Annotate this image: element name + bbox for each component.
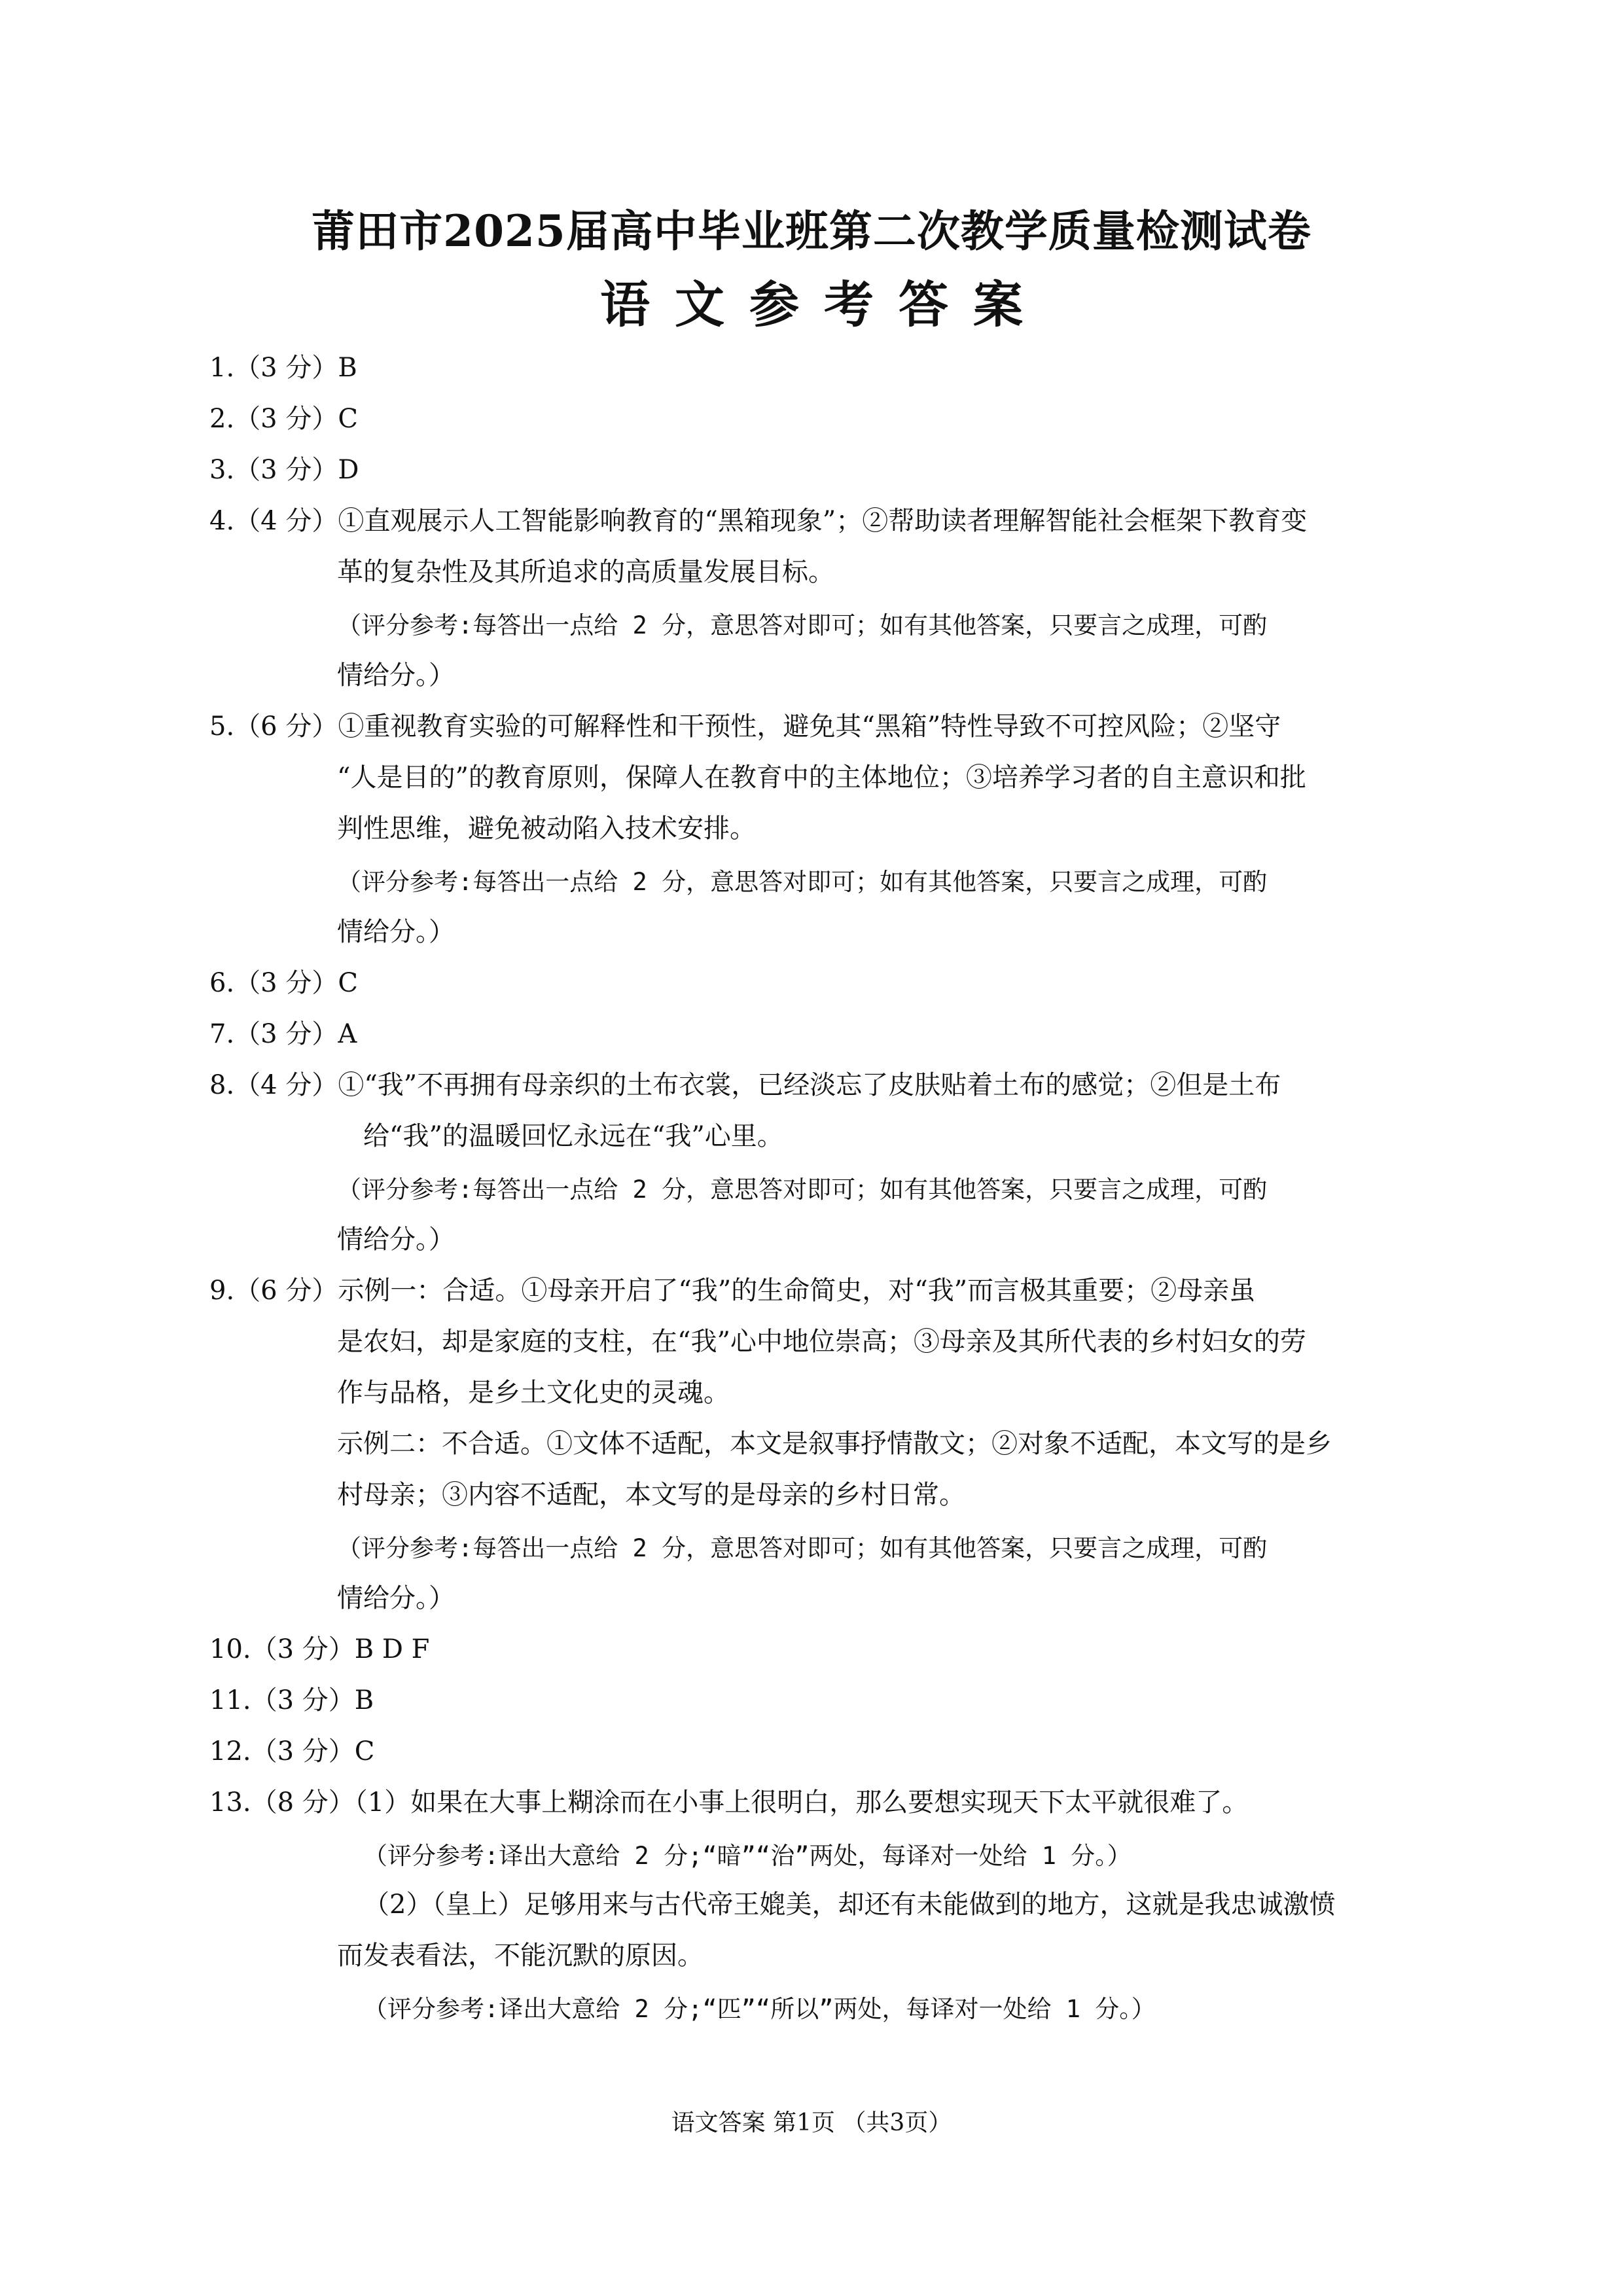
answer-9-line-3: 作与品格，是乡土文化史的灵魂。	[337, 1378, 730, 1408]
answer-7: 7.（3 分）A	[209, 1019, 357, 1049]
answer-13-line-1: 13.（8 分）（1）如果在大事上糊涂而在小事上很明白，那么要想实现天下太平就很难了。	[209, 1787, 1249, 1818]
answer-8-line-2: 给“我”的温暖回忆永远在“我”心里。	[363, 1121, 783, 1151]
answer-10: 10.（3 分）B D F	[209, 1634, 430, 1664]
page-title: 莆田市2025届高中毕业班第二次教学质量检测试卷	[312, 206, 1311, 257]
answer-9-line-1: 9.（6 分）示例一：合适。①母亲开启了“我”的生命简史，对“我”而言极其重要；②母亲虽	[209, 1276, 1256, 1306]
answer-5-line-2: “人是目的”的教育原则，保障人在教育中的主体地位；③培养学习者的自主意识和批	[337, 762, 1306, 793]
answer-9-line-4: 示例二：不合适。①文体不适配，本文是叙事抒情散文；②对象不适配，本文写的是乡	[337, 1429, 1332, 1459]
answer-12: 12.（3 分）C	[209, 1736, 375, 1767]
answer-11: 11.（3 分）B	[209, 1685, 374, 1715]
answer-8-scoring-2: 情给分。）	[337, 1225, 455, 1255]
answer-1: 1.（3 分）B	[209, 353, 357, 383]
answer-9-scoring-2: 情给分。）	[337, 1583, 455, 1613]
answer-5-line-3: 判性思维，避免被动陷入技术安排。	[337, 814, 756, 844]
answer-13-scoring-2: （评分参考:译出大意给 2 分;“匹”“所以”两处，每译对一处给 1 分。）	[363, 1995, 1156, 2023]
answer-3: 3.（3 分）D	[209, 455, 359, 485]
answer-4-line-1: 4.（4 分）①直观展示人工智能影响教育的“黑箱现象”；②帮助读者理解智能社会框架下教育变	[209, 506, 1308, 536]
page-subtitle: 语文参考答案	[600, 276, 1048, 334]
answer-4-line-2: 革的复杂性及其所追求的高质量发展目标。	[337, 557, 834, 587]
answer-13-line-3: 而发表看法，不能沉默的原因。	[337, 1941, 704, 1971]
answer-6: 6.（3 分）C	[209, 968, 358, 998]
answer-4-scoring-1: （评分参考:每答出一点给 2 分，意思答对即可；如有其他答案，只要言之成理，可酌	[337, 611, 1268, 639]
page-footer: 语文答案 第1页 （共3页）	[671, 2109, 952, 2136]
answer-9-line-2: 是农妇，却是家庭的支柱，在“我”心中地位崇高；③母亲及其所代表的乡村妇女的劳	[337, 1327, 1306, 1357]
answer-5-scoring-2: 情给分。）	[337, 917, 455, 947]
answer-5-scoring-1: （评分参考:每答出一点给 2 分，意思答对即可；如有其他答案，只要言之成理，可酌	[337, 868, 1268, 896]
answer-13-line-2: （2）（皇上）足够用来与古代帝王媲美，却还有未能做到的地方，这就是我忠诚激愤	[363, 1890, 1336, 1920]
answer-8-line-1: 8.（4 分）①“我”不再拥有母亲织的土布衣裳，已经淡忘了皮肤贴着土布的感觉；②但是土布	[209, 1070, 1281, 1100]
answer-4-scoring-2: 情给分。）	[337, 660, 455, 691]
answer-5-line-1: 5.（6 分）①重视教育实验的可解释性和干预性，避免其“黑箱”特性导致不可控风险；②坚守	[209, 711, 1281, 742]
answer-9-line-5: 村母亲；③内容不适配，本文写的是母亲的乡村日常。	[337, 1480, 965, 1510]
answer-2: 2.（3 分）C	[209, 404, 358, 434]
answer-9-scoring-1: （评分参考:每答出一点给 2 分，意思答对即可；如有其他答案，只要言之成理，可酌	[337, 1534, 1268, 1562]
answer-13-scoring-1: （评分参考:译出大意给 2 分;“暗”“治”两处，每译对一处给 1 分。）	[363, 1842, 1132, 1870]
answer-8-scoring-1: （评分参考:每答出一点给 2 分，意思答对即可；如有其他答案，只要言之成理，可酌	[337, 1175, 1268, 1204]
